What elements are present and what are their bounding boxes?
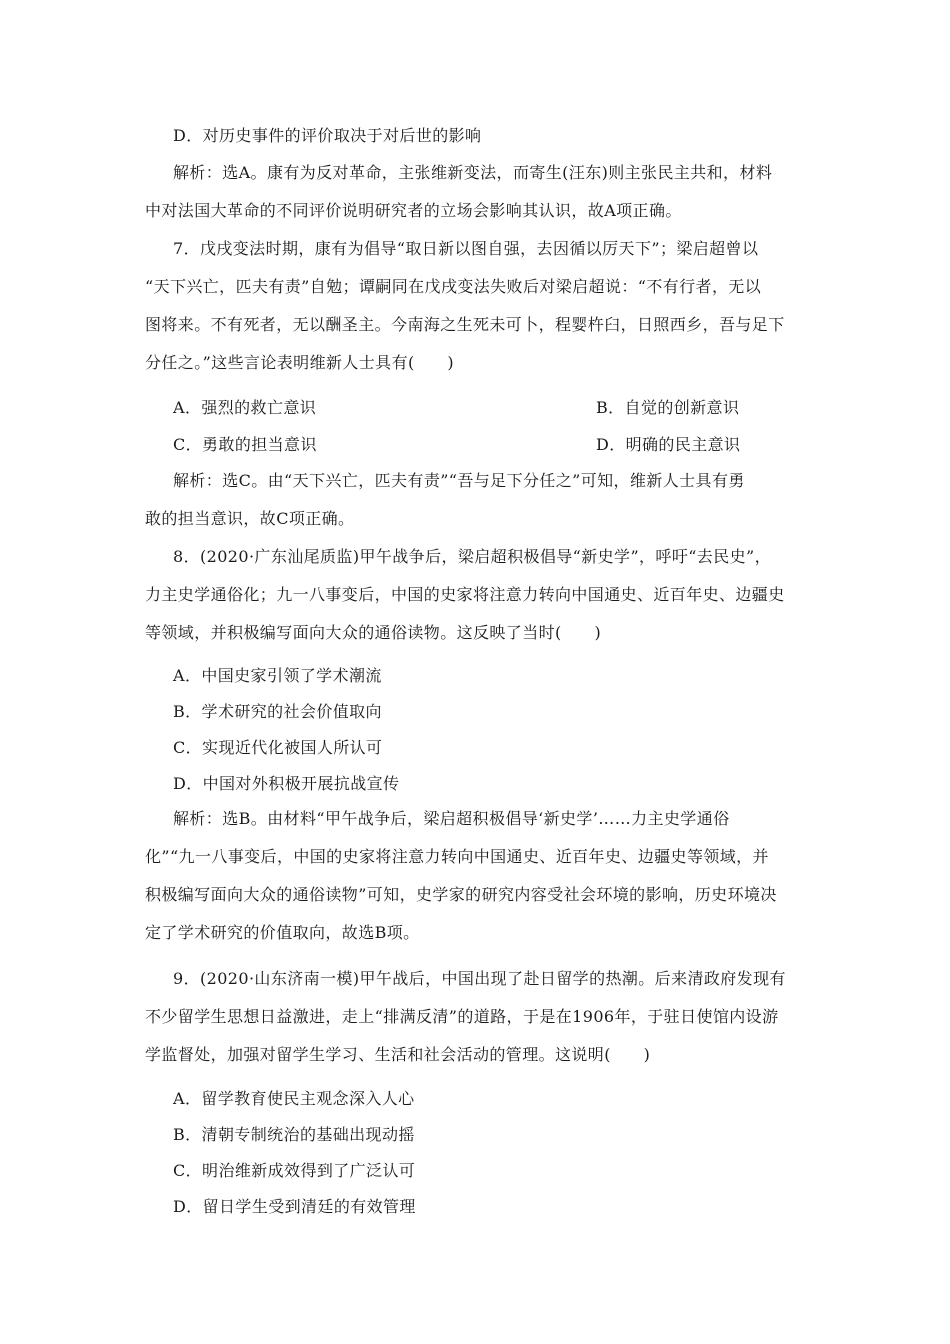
q7-stem-line-1: 7．戊戌变法时期，康有为倡导“取日新以图自强，去因循以厉天下”；梁启超曾以 <box>173 239 759 258</box>
q8-stem-line-3: 等领域，并积极编写面向大众的通俗读物。这反映了当时( ) <box>145 623 602 642</box>
q6-option-d: D．对历史事件的评价取决于对后世的影响 <box>173 126 482 145</box>
q9-option-c: C．明治维新成效得到了广泛认可 <box>173 1161 416 1180</box>
q9-stem-line-3: 学监督处，加强对留学生学习、生活和社会活动的管理。这说明( ) <box>145 1045 651 1064</box>
q9-option-b: B．清朝专制统治的基础出现动摇 <box>173 1125 415 1144</box>
q8-option-d: D．中国对外积极开展抗战宣传 <box>173 774 400 793</box>
q6-answer-line-2: 中对法国大革命的不同评价说明研究者的立场会影响其认识，故A项正确。 <box>145 201 682 220</box>
q9-option-a: A．留学教育使民主观念深入人心 <box>173 1089 415 1108</box>
q7-stem-line-2: “天下兴亡，匹夫有责”自勉；谭嗣同在戊戌变法失败后对梁启超说：“不有行者，无以 <box>145 277 762 296</box>
q7-stem-line-4: 分任之。”这些言论表明维新人士具有( ) <box>145 353 455 372</box>
q9-stem-line-2: 不少留学生思想日益激进，走上“排满反清”的道路，于是在1906年，于驻日使馆内设游 <box>145 1007 779 1026</box>
q7-answer-line-2: 敢的担当意识，故C项正确。 <box>145 509 355 528</box>
q9-option-d: D．留日学生受到清廷的有效管理 <box>173 1197 416 1216</box>
q8-answer-line-1: 解析：选B。由材料“甲午战争后，梁启超积极倡导‘新史学’……力主史学通俗 <box>173 809 730 828</box>
q7-option-d: D．明确的民主意识 <box>596 435 741 454</box>
q8-option-c: C．实现近代化被国人所认可 <box>173 738 383 757</box>
q7-option-c: C．勇敢的担当意识 <box>173 435 317 454</box>
q7-option-a: A．强烈的救亡意识 <box>173 398 317 417</box>
q8-answer-line-4: 定了学术研究的价值取向，故选B项。 <box>145 923 420 942</box>
q8-stem-line-2: 力主史学通俗化；九一八事变后，中国的史家将注意力转向中国通史、近百年史、边疆史 <box>145 585 785 604</box>
q7-answer-line-1: 解析：选C。由“天下兴亡，匹夫有责”“吾与足下分任之”可知，维新人士具有勇 <box>173 471 745 490</box>
q8-answer-line-2: 化”“九一八事变后，中国的史家将注意力转向中国通史、近百年史、边疆史等领域，并 <box>145 847 769 866</box>
q8-option-b: B．学术研究的社会价值取向 <box>173 702 382 721</box>
q6-answer-line-1: 解析：选A。康有为反对革命，主张维新变法，而寄生(汪东)则主张民主共和，材料 <box>173 163 773 182</box>
q8-answer-line-3: 积极编写面向大众的通俗读物”可知，史学家的研究内容受社会环境的影响，历史环境决 <box>145 885 777 904</box>
q9-stem-line-1: 9．(2020·山东济南一模)甲午战后，中国出现了赴日留学的热潮。后来清政府发现有 <box>173 969 786 988</box>
q8-stem-line-1: 8．(2020·广东汕尾质监)甲午战争后，梁启超积极倡导“新史学”，呼吁“去民史”， <box>173 547 771 566</box>
q8-option-a: A．中国史家引领了学术潮流 <box>173 666 382 685</box>
q7-option-b: B．自觉的创新意识 <box>596 398 740 417</box>
q7-stem-line-3: 图将来。不有死者，无以酬圣主。今南海之生死未可卜，程婴杵臼，日照西乡，吾与足下 <box>145 315 785 334</box>
